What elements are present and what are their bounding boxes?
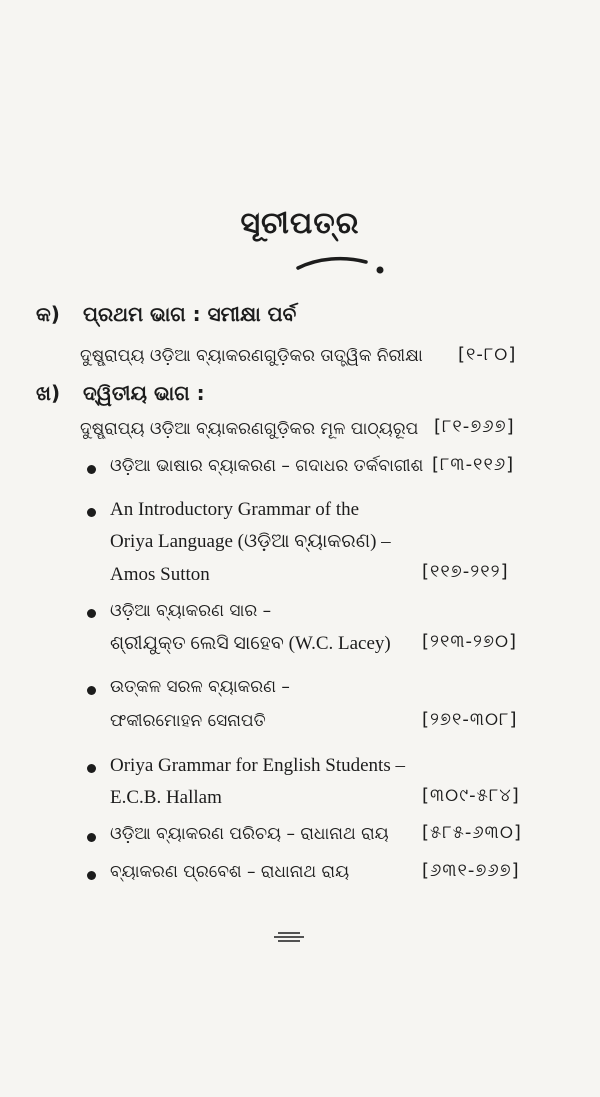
item-4-range: [୨୭୧-୩୦୮] (422, 709, 518, 730)
section-1-entry-range: [୧-୮୦] (458, 344, 517, 365)
item-7-range: [୬୩୧-୭୬୭] (422, 860, 520, 881)
item-7-line-1: ବ୍ୟାକରଣ ପ୍ରବେଶ – ରାଧାନାଥ ରାୟ (110, 862, 350, 882)
section-1-entry-text: ଦୁଷ୍ପ୍ରାପ୍ୟ ଓଡ଼ିଆ ବ୍ୟାକରଣଗୁଡ଼ିକର ତାତ୍ତ୍ୱିକ ନିରୀକ୍ଷା (80, 346, 423, 366)
item-2-line-1: An Introductory Grammar of the (110, 499, 360, 520)
item-1-line-1: ଓଡ଼ିଆ ଭାଷାର ବ୍ୟାକରଣ – ଗଦାଧର ତର୍କବାଗୀଶ (110, 456, 424, 476)
title-swash-ornament (296, 250, 388, 280)
bullet-icon (87, 465, 96, 474)
item-5-range: [୩୦୯-୫୮୪] (422, 785, 520, 806)
bullet-icon (87, 764, 96, 773)
section-2-entry-text: ଦୁଷ୍ପ୍ରାପ୍ୟ ଓଡ଼ିଆ ବ୍ୟାକରଣଗୁଡ଼ିକର ମୂଳ ପାଠ୍ୟରୂପ (80, 419, 419, 439)
item-2-range: [୧୧୭-୨୧୨] (422, 561, 509, 582)
section-1-label: କ) (36, 302, 60, 326)
bullet-icon (87, 871, 96, 880)
bullet-icon (87, 833, 96, 842)
item-1-range: [୮୩-୧୧୬] (432, 454, 515, 475)
item-3-line-2: ଶ୍ରୀଯୁକ୍ତ ଲେସି ସାହେବ (W.C. Lacey) (110, 633, 391, 654)
page-title: ସୂଚୀପତ୍ର (240, 206, 360, 241)
item-2-line-2: Oriya Language (ଓଡ଼ିଆ ବ୍ୟାକରଣ) – (110, 531, 391, 552)
section-2-entry-range: [୮୧-୭୬୭] (434, 416, 515, 437)
item-6-line-1: ଓଡ଼ିଆ ବ୍ୟାକରଣ ପରିଚୟ – ରାଧାନାଥ ରାୟ (110, 824, 389, 844)
item-6-range: [୫୮୫-୬୩୦] (422, 822, 522, 843)
bullet-icon (87, 609, 96, 618)
bullet-icon (87, 686, 96, 695)
item-5-line-2: E.C.B. Hallam (110, 787, 222, 808)
section-2-label: ଖ) (36, 381, 61, 405)
item-3-line-1: ଓଡ଼ିଆ ବ୍ୟାକରଣ ସାର – (110, 601, 272, 621)
item-5-line-1: Oriya Grammar for English Students – (110, 755, 405, 776)
section-1-title: ପ୍ରଥମ ଭାଗ : ସମୀକ୍ଷା ପର୍ବ (83, 302, 297, 326)
section-2-title: ଦ୍ୱିତୀୟ ଭାଗ : (83, 381, 205, 405)
bullet-icon (87, 508, 96, 517)
item-4-line-2: ଫକୀରମୋହନ ସେନାପତି (110, 711, 266, 731)
item-2-line-3: Amos Sutton (110, 564, 210, 585)
item-4-line-1: ଉତ୍କଳ ସରଳ ବ୍ୟାକରଣ – (110, 677, 290, 697)
item-3-range: [୨୧୩-୨୭୦] (422, 631, 518, 652)
end-ornament-icon (272, 930, 306, 944)
